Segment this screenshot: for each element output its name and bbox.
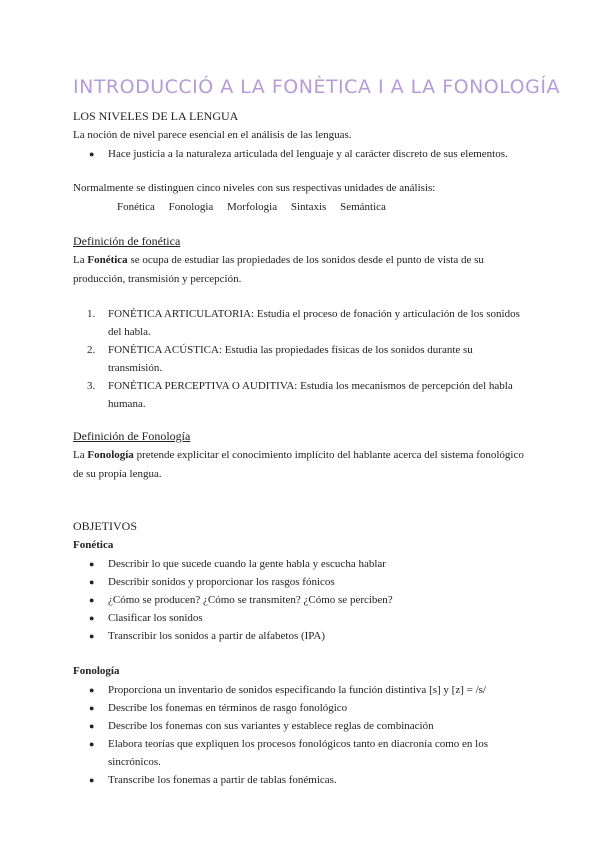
bullet-icon: ● [89,613,95,623]
document-page [73,72,560,789]
level-morfologia: Morfologia [227,201,278,213]
objetivos-fonetica-label: Fonética [73,539,114,551]
niveles-intro: La noción de nivel parece esencial en el análisis de las lenguas. [73,129,352,141]
objetivos-heading: OBJETIVOS [73,519,138,533]
fonetica-types-list [73,305,543,413]
list-item: ● Transcribir los sonidos a partir de alfabetos (IPA) [73,627,543,645]
list-item: ● Transcribe los fonemas a partir de tablas fonémicas. [73,771,543,789]
term-fonetica: Fonética [87,254,128,266]
list-item: ● Clasificar los sonidos [73,609,543,627]
list-item: ● Proporciona un inventario de sonidos especificando la función distintiva [s] y [z] = /s/ [73,681,543,699]
list-item: ● ¿Cómo se producen? ¿Cómo se transmiten? ¿Cómo se perciben? [73,591,543,609]
bullet-icon: ● [89,595,95,605]
fonetica-def-text: La Fonética se ocupa de estudiar las propiedades de los sonidos desde el punto de vista de su [73,254,484,266]
fonetica-def-heading: Definición de fonética [73,234,181,248]
bullet-icon: ● [89,703,95,713]
document-title: INTRODUCCIÓ A LA FONÈTICA I A LA FONOLOGÍA [73,76,560,98]
list-item: ● Elabora teorías que expliquen los procesos fonológicos tanto en diacronía como en los sincrónicos. [73,735,543,771]
objetivos-fonetica-list [73,555,543,645]
fonologia-def-text-2: de su propia lengua. [73,468,162,480]
bullet-icon: ● [89,559,95,569]
bullet-icon: ● [89,739,95,749]
list-item: ● Describe los fonemas con sus variantes y establece reglas de combinación [73,717,543,735]
bullet-icon: ● [89,721,95,731]
level-fonologia: Fonologia [168,201,214,213]
niveles-normal: Normalmente se distinguen cinco niveles con sus respectivas unidades de análisis: [73,182,436,194]
list-item: ● Describir lo que sucede cuando la gente habla y escucha hablar [73,555,543,573]
list-item: ● Describe los fonemas en términos de rasgo fonológico [73,699,543,717]
bullet-icon: ● [89,631,95,641]
bullet-icon: ● [89,149,95,159]
list-item: ● Describir sonidos y proporcionar los rasgos fónicos [73,573,543,591]
fonologia-def-heading: Definición de Fonología [73,429,191,443]
bullet-icon: ● [89,577,95,587]
objetivos-fonologia-list [73,681,543,789]
bullet-icon: ● [89,775,95,785]
level-sintaxis: Sintaxis [290,201,327,213]
level-semantica: Semántica [340,201,386,213]
list-item: 1. FONÉTICA ARTICULATORIA: Estudia el proceso de fonación y articulación de los sonidos del habla. [87,308,520,338]
list-item: ● Hace justicia a la naturaleza articulada del lenguaje y al carácter discreto de sus elementos. [73,145,543,163]
term-fonologia: Fonología [87,449,134,461]
bullet-icon: ● [89,685,95,695]
level-fonetica: Fonética [117,201,155,213]
list-item: 3. FONÉTICA PERCEPTIVA O AUDITIVA: Estudia los mecanismos de percepción del habla humana. [87,380,513,410]
levels-row [73,198,543,217]
fonetica-def-text-2: producción, transmisión y percepción. [73,273,242,285]
niveles-heading: LOS NIVELES DE LA LENGUA [73,109,239,123]
objetivos-fonologia-label: Fonología [73,665,120,677]
niveles-bullets [73,145,543,163]
list-item: 2. FONÉTICA ACÚSTICA: Estudia las propiedades físicas de los sonidos durante su transmisión. [87,344,473,374]
fonologia-def-text: La Fonología pretende explicitar el conocimiento implícito del hablante acerca del sistema fonológico [73,449,524,461]
